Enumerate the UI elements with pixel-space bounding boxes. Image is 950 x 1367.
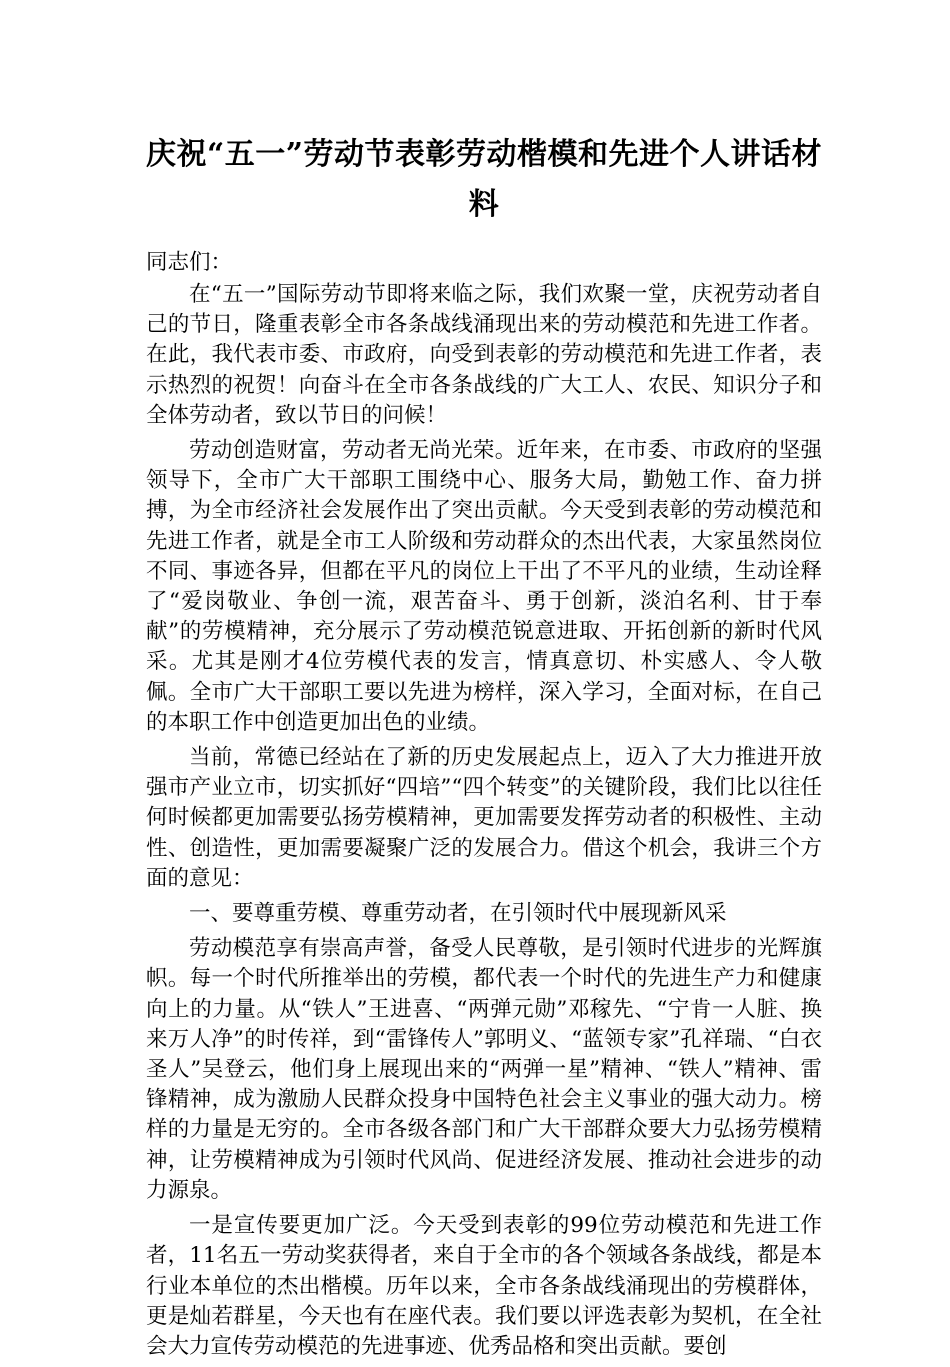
document-title: 庆祝“五一”劳动节表彰劳动楷模和先进个人讲话材料: [146, 137, 823, 222]
paragraph: 劳动模范享有崇高声誉，备受人民尊敬，是引领时代进步的光辉旗帜。每一个时代所推举出的劳模，都代表一个时代的先进生产力和健康向上的力量。从“铁人”王进喜、“两弹元勋”邓稼先、“宁肯一人脏、换来万人净”的时传祥，到“雷锋传人”郭明义、“蓝领专家”孔祥瑞、“白衣圣人”吴登云，他们身上展现出来的“两弹一星”精神、“铁人”精神、雷锋精神，成为激励人民群众投身中国特色社会主义事业的强大动力。榜样的力量是无穷的。全市各级各部门和广大干部群众要大力弘扬劳模精神，让劳模精神成为引领时代风尚、促进经济发展、推动社会进步的动力源泉。: [146, 936, 822, 1203]
section-heading: 一、要尊重劳模、尊重劳动者，在引领时代中展现新风采: [189, 901, 727, 927]
paragraph: 劳动创造财富，劳动者无尚光荣。近年来，在市委、市政府的坚强领导下，全市广大干部职工围绕中心、服务大局，勤勉工作、奋力拼搏，为全市经济社会发展作出了突出贡献。今天受到表彰的劳动模范和先进工作者，就是全市工人阶级和劳动群众的杰出代表，大家虽然岗位不同、事迹各异，但都在平凡的岗位上干出了不平凡的业绩，生动诠释了“爱岗敬业、争创一流，艰苦奋斗、勇于创新，淡泊名利、甘于奉献”的劳模精神，充分展示了劳动模范锐意进取、开拓创新的新时代风采。尤其是刚才4位劳模代表的发言，情真意切、朴实感人、令人敬佩。全市广大干部职工要以先进为榜样，深入学习，全面对标，在自己的本职工作中创造更加出色的业绩。: [146, 438, 822, 735]
paragraph: 一是宣传要更加广泛。今天受到表彰的99位劳动模范和先进工作者，11名五一劳动奖获得者，来自于全市的各个领域各条战线，都是本行业本单位的杰出楷模。历年以来，全市各条战线涌现出的劳模群体，更是灿若群星，今天也有在座代表。我们要以评选表彰为契机，在全社会大力宣传劳动模范的先进事迹、优秀品格和突出贡献。要创: [146, 1213, 822, 1359]
salutation: 同志们：: [146, 250, 233, 275]
paragraph: 在“五一”国际劳动节即将来临之际，我们欢聚一堂，庆祝劳动者自己的节日，隆重表彰全市各条战线涌现出来的劳动模范和先进工作者。在此，我代表市委、市政府，向受到表彰的劳动模范和先进工作者，表示热烈的祝贺！向奋斗在全市各条战线的广大工人、农民、知识分子和全体劳动者，致以节日的问候！: [146, 282, 822, 428]
document-page: [146, 130, 822, 1367]
paragraph: 当前，常德已经站在了新的历史发展起点上，迈入了大力推进开放强市产业立市，切实抓好“四培”“四个转变”的关键阶段，我们比以往任何时候都更加需要弘扬劳模精神，更加需要发挥劳动者的积极性、主动性、创造性，更加需要凝聚广泛的发展合力。借这个机会，我讲三个方面的意见：: [146, 745, 822, 891]
